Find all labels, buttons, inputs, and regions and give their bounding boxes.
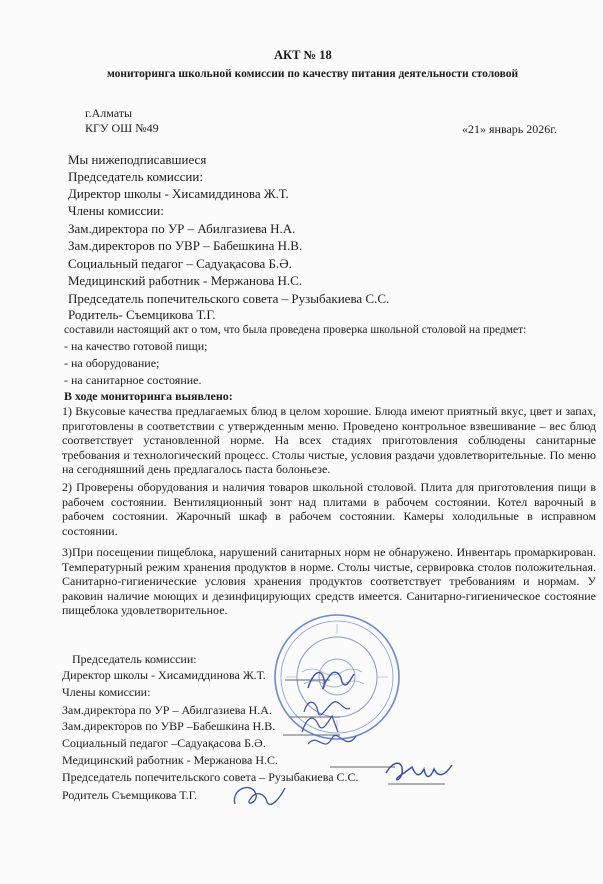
sign-members-label: Члены комиссии: <box>62 685 151 699</box>
signature-member-6 <box>225 778 295 818</box>
document-title: АКТ № 18 <box>274 48 332 62</box>
school-name: КГУ ОШ №49 <box>85 121 159 135</box>
members-label: Члены комиссии: <box>68 203 164 218</box>
intro-line: Мы нижеподписавшиеся <box>68 152 207 167</box>
check-item: - на санитарное состояние. <box>64 373 202 387</box>
sign-member: Зам.директора по УР – Абилгазиева Н.А. <box>62 703 272 717</box>
purpose-line: составили настоящий акт о том, что была проведена проверка школьной столовой на предмет: <box>64 324 527 336</box>
member-item: Медицинский работник - Мержанова Н.С. <box>68 273 303 288</box>
member-item: Социальный педагог – Садуақасова Б.Ә. <box>68 256 292 271</box>
check-item: - на оборудование; <box>64 356 160 370</box>
sign-member: Родитель Съемщикова Т.Г. <box>62 788 198 802</box>
city: г.Алматы <box>85 106 133 120</box>
check-item: - на качество готовой пищи; <box>64 339 208 353</box>
member-item: Зам.директора по УР – Абилгазиева Н.А. <box>68 221 296 236</box>
sign-member: Медицинский работник - Мержанова Н.С. <box>62 753 279 767</box>
sign-chair-label: Председатель комиссии: <box>72 652 197 666</box>
finding-paragraph-1: 1) Вкусовые качества предлагаемых блюд в целом хорошие. Блюда имеют приятный вкус, цвет и запах, приготовлены в соответствии с утвержденным меню. Проведено контрольное взвешивание – вес блюд соответствует установленной норме. На всех стадиях приготовления соблюдены санитарные требования и технологический процесс. Столы чистые, условия раздачи удовлетворительные. По меню на сегодняшний день предлагалось паста болоньезе. <box>62 404 596 477</box>
member-item: Родитель- Съемцикова Т.Г. <box>68 307 216 322</box>
document-date: «21» январь 2026г. <box>462 122 557 136</box>
chair-name: Директор школы - Хисамиддинова Ж.Т. <box>68 186 289 201</box>
signature-member-5 <box>382 755 462 790</box>
findings-heading: В ходе мониторинга выявлено: <box>64 389 233 403</box>
member-item: Председатель попечительского совета – Рузыбакиева С.С. <box>68 291 390 306</box>
finding-paragraph-3: 3)При посещении пищеблока, нарушений санитарных норм не обнаружено. Инвентарь промаркирован. Температурный режим хранения продуктов в норме. Столы чистые, сервировка столов положительная. Санитарно-гигиенические условия хранения продуктов соответствует требованиям и нормам. У раковин наличие моющих и дезинфицирующих средств имеется. Санитарно-гигиеническое состояние пищеблока удовлетворительное. <box>62 545 596 618</box>
finding-paragraph-2: 2) Проверены оборудования и наличия товаров школьной столовой. Плита для приготовления пищи в рабочем состоянии. Вентиляционный зонт над плитами в рабочем состоянии. Котел варочный в рабочем состоянии. Жарочный шкаф в рабочем состоянии. Камеры холодильные в исправном состоянии. <box>62 480 596 538</box>
sign-chair-name: Директор школы - Хисамиддинова Ж.Т. <box>62 668 266 682</box>
sign-member: Социальный педагог –Садуақасова Б.Ә. <box>62 736 266 750</box>
sign-member: Председатель попечительского совета – Рузыбакиева С.С. <box>62 770 359 784</box>
document-subtitle: мониторинга школьной комиссии по качеству питания деятельности столовой <box>107 68 519 80</box>
member-item: Зам.директоров по УВР – Бабешкина Н.В. <box>68 238 303 253</box>
chair-label: Председатель комиссии: <box>68 169 203 184</box>
signature-member-3 <box>302 724 362 764</box>
sign-member: Зам.директоров по УВР –Бабешкина Н.В. <box>62 719 276 733</box>
